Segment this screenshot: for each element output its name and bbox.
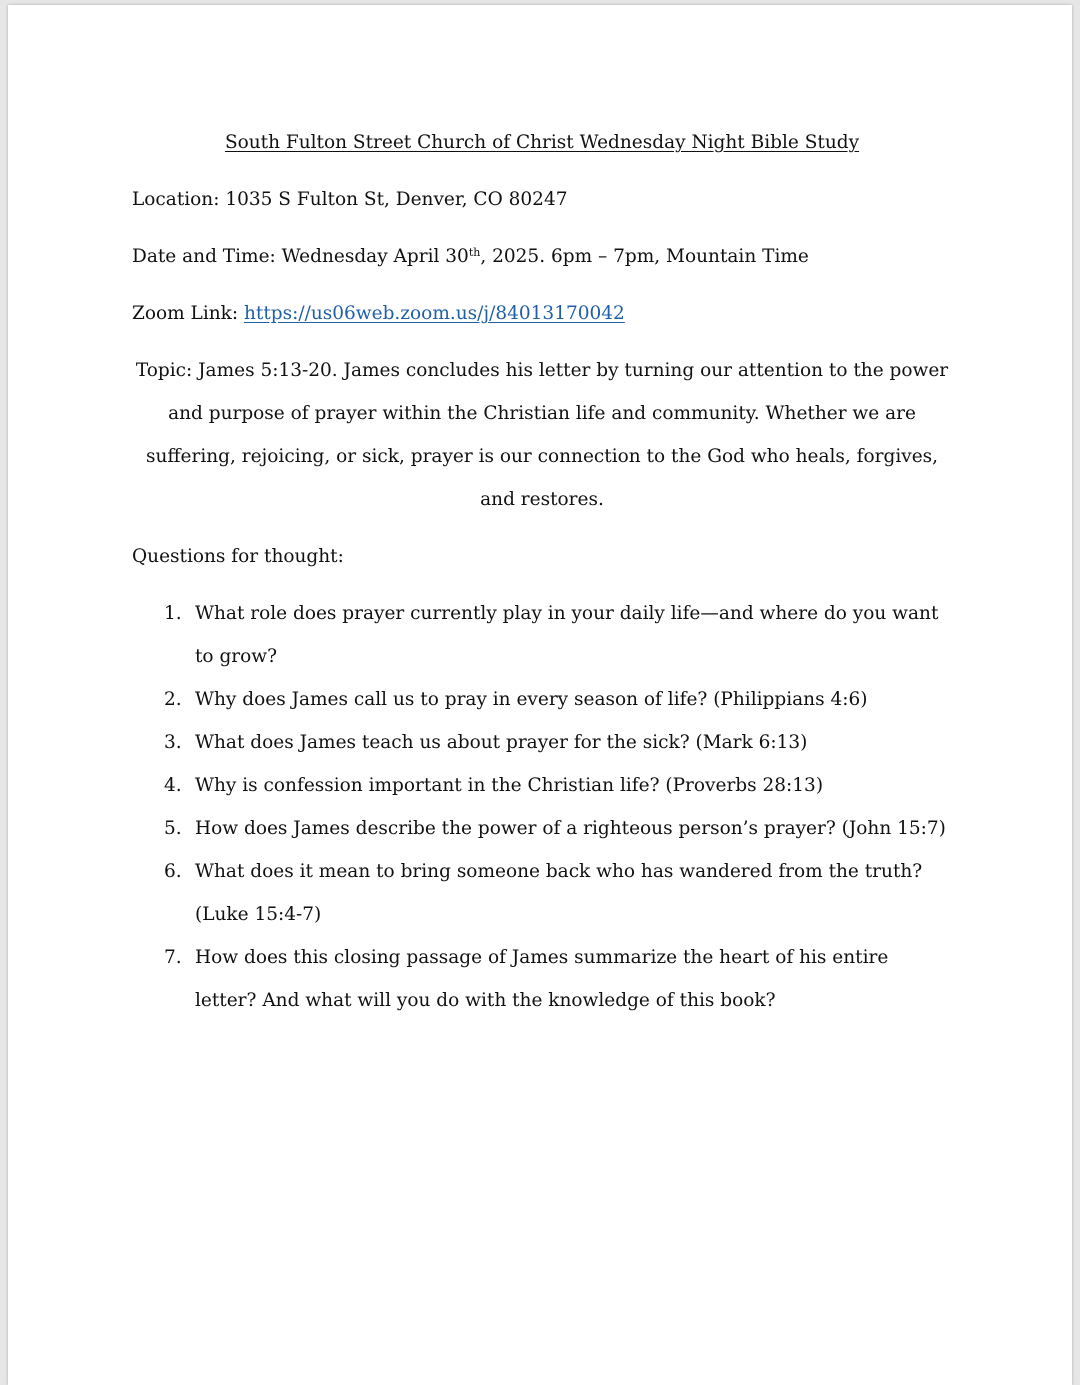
question-text: Why is confession important in the Christian life? (Proverbs 28:13) <box>195 775 824 796</box>
question-text: How does James describe the power of a righteous person’s prayer? (John 15:7) <box>195 818 946 839</box>
datetime-suffix: th <box>468 246 481 259</box>
document-content <box>132 121 952 1022</box>
datetime-rest: , 2025. 6pm – 7pm, Mountain Time <box>480 246 809 267</box>
list-item <box>132 936 952 1022</box>
document-page <box>8 5 1072 1385</box>
location-line <box>132 178 952 221</box>
question-number: 6. <box>164 861 182 882</box>
list-item <box>132 764 952 807</box>
question-number: 4. <box>164 775 182 796</box>
list-item <box>132 807 952 850</box>
question-text: What does it mean to bring someone back who has wandered from the truth? (Luke 15:4-7) <box>195 861 923 925</box>
document-title: South Fulton Street Church of Christ Wednesday Night Bible Study <box>224 132 860 153</box>
datetime-line <box>132 235 952 278</box>
list-item <box>132 850 952 936</box>
list-item <box>132 678 952 721</box>
location-value: 1035 S Fulton St, Denver, CO 80247 <box>225 189 568 210</box>
location-label: Location: <box>132 189 220 210</box>
question-number: 3. <box>164 732 182 753</box>
question-text: Why does James call us to pray in every season of life? (Philippians 4:6) <box>195 689 868 710</box>
zoom-line <box>132 292 952 335</box>
question-text: What does James teach us about prayer for the sick? (Mark 6:13) <box>195 732 808 753</box>
zoom-label: Zoom Link: <box>132 303 239 324</box>
list-item <box>132 592 952 678</box>
zoom-link[interactable]: https://us06web.zoom.us/j/84013170042 <box>244 303 625 324</box>
datetime-day: Wednesday April 30 <box>281 246 469 267</box>
topic-paragraph: Topic: James 5:13-20. James concludes his letter by turning our attention to the power and purpose of prayer within the Christian life and community. Whether we are suffering, rejoicing, or sick, prayer is our connection to the God who heals, forgives, and restores. <box>135 360 949 510</box>
question-text: How does this closing passage of James summarize the heart of his entire letter? And what will you do with the knowledge of this book? <box>195 947 889 1011</box>
questions-list <box>132 592 952 1022</box>
question-text: What role does prayer currently play in your daily life—and where do you want to grow? <box>195 603 939 667</box>
list-item <box>132 721 952 764</box>
question-number: 2. <box>164 689 182 710</box>
question-number: 1. <box>164 603 182 624</box>
question-number: 7. <box>164 947 182 968</box>
datetime-label: Date and Time: <box>132 246 276 267</box>
questions-heading: Questions for thought: <box>132 546 344 567</box>
question-number: 5. <box>164 818 182 839</box>
